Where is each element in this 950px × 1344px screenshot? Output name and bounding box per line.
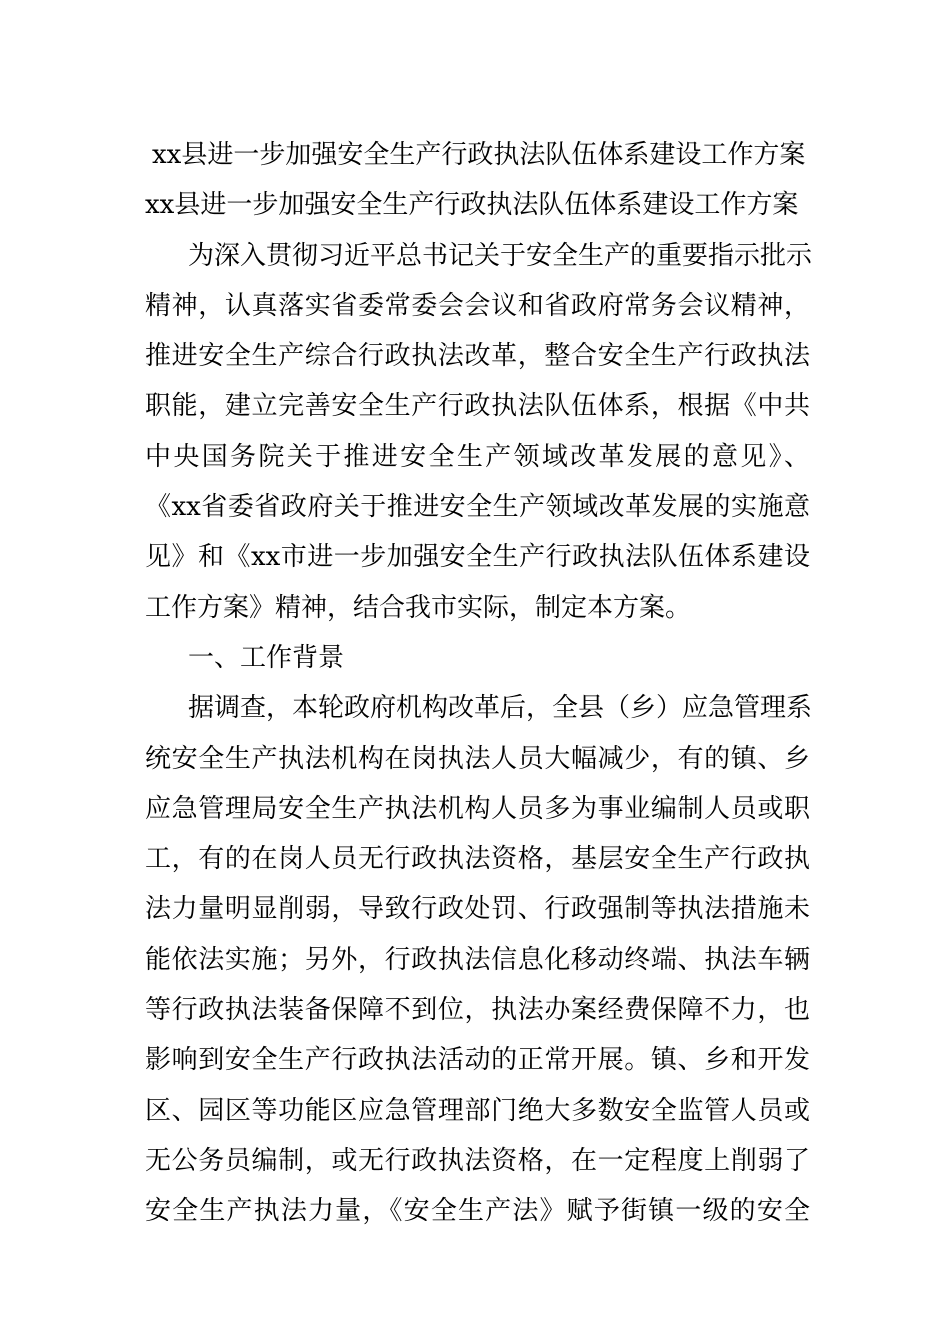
paragraph-line: 区、园区等功能区应急管理部门绝大多数安全监管人员或 bbox=[145, 1095, 810, 1126]
paragraph-line: 法力量明显削弱，导致行政处罚、行政强制等执法措施未 bbox=[145, 894, 810, 925]
paragraph-line: 职能，建立完善安全生产行政执法队伍体系，根据《中共 bbox=[145, 391, 810, 422]
paragraph-line: 无公务员编制，或无行政执法资格，在一定程度上削弱了 bbox=[145, 1145, 810, 1176]
paragraph-line: 能依法实施；另外，行政执法信息化移动终端、执法车辆 bbox=[145, 944, 810, 975]
paragraph-line: 见》和《xx市进一步加强安全生产行政执法队伍体系建设 bbox=[145, 542, 810, 573]
paragraph-line: 应急管理局安全生产执法机构人员多为事业编制人员或职 bbox=[145, 793, 810, 824]
section-heading: 一、工作背景 bbox=[188, 642, 345, 673]
paragraph-line: 据调查，本轮政府机构改革后，全县（乡）应急管理系 bbox=[188, 693, 813, 724]
paragraph-line: 等行政执法装备保障不到位，执法办案经费保障不力，也 bbox=[145, 995, 810, 1026]
document-title: xx县进一步加强安全生产行政执法队伍体系建设工作方案 bbox=[152, 140, 806, 170]
paragraph-line: 推进安全生产综合行政执法改革，整合安全生产行政执法 bbox=[145, 341, 810, 372]
document-body bbox=[145, 130, 813, 1237]
document-subtitle: xx县进一步加强安全生产行政执法队伍体系建设工作方案 bbox=[145, 190, 799, 221]
paragraph-line: 工，有的在岗人员无行政执法资格，基层安全生产行政执 bbox=[145, 844, 810, 875]
paragraph-background bbox=[145, 683, 813, 1236]
paragraph-line: 精神，认真落实省委常委会会议和省政府常务会议精神， bbox=[145, 290, 810, 321]
paragraph-line: 《xx省委省政府关于推进安全生产领域改革发展的实施意 bbox=[145, 492, 810, 523]
paragraph-line: 工作方案》精神，结合我市实际，制定本方案。 bbox=[145, 592, 692, 623]
paragraph-line: 中央国务院关于推进安全生产领域改革发展的意见》、 bbox=[145, 441, 810, 472]
paragraph-intro bbox=[145, 231, 813, 633]
paragraph-line: 统安全生产执法机构在岗执法人员大幅减少，有的镇、乡 bbox=[145, 743, 810, 774]
paragraph-line: 安全生产执法力量，《安全生产法》赋予街镇一级的安全 bbox=[145, 1196, 810, 1227]
paragraph-line: 为深入贯彻习近平总书记关于安全生产的重要指示批示 bbox=[188, 240, 813, 271]
paragraph-line: 影响到安全生产行政执法活动的正常开展。镇、乡和开发 bbox=[145, 1045, 810, 1076]
